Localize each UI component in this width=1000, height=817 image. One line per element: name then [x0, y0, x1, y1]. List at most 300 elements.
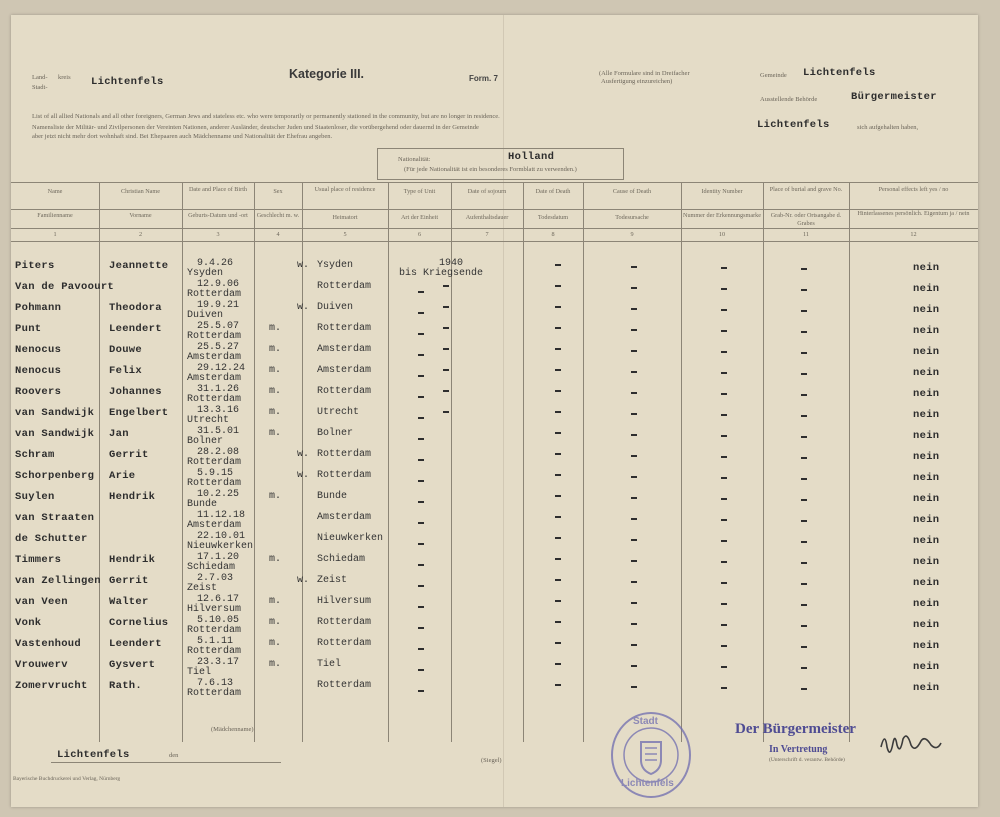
empty-value-dash [721, 330, 727, 332]
empty-value-dash [801, 499, 807, 501]
col-header-7-no: 7 [485, 231, 489, 238]
empty-value-dash [801, 394, 807, 396]
empty-value-dash [801, 457, 807, 459]
nationality-note: (Für jede Nationalität ist ein besonderes Formblatt zu verwenden.) [404, 166, 577, 173]
col-header-10-de: Nummer der Erkennungsmarke [682, 212, 761, 219]
col-header-5-no: 5 [343, 231, 347, 238]
empty-value-dash [721, 456, 727, 458]
table-row [11, 365, 978, 386]
sex: w. [297, 260, 310, 271]
col-header-11-de: Grab-Nr. oder Ortsangabe d. Grabes [770, 212, 842, 227]
empty-value-dash [631, 476, 637, 478]
empty-value-dash [443, 348, 449, 350]
sex: w. [297, 302, 310, 313]
first-name: Johannes [109, 386, 162, 398]
family-name: Vrouwerv [15, 659, 68, 671]
col-header-1-de: Familienname [37, 212, 73, 219]
personal-effects: nein [913, 661, 940, 673]
birth-place: Amsterdam [187, 373, 242, 384]
empty-value-dash [721, 309, 727, 311]
personal-effects: nein [913, 451, 940, 463]
empty-value-dash [721, 414, 727, 416]
empty-value-dash [418, 354, 424, 356]
empty-value-dash [555, 537, 561, 539]
col-header-1-en: Name [47, 188, 63, 195]
family-name: Piters [15, 260, 55, 272]
empty-value-dash [555, 453, 561, 455]
form-number: Form. 7 [469, 74, 498, 83]
empty-value-dash [418, 585, 424, 587]
first-name: Gysvert [109, 659, 156, 671]
empty-value-dash [555, 684, 561, 686]
col-header-4-no: 4 [276, 231, 280, 238]
empty-value-dash [721, 477, 727, 479]
birth-date: 19.9.21 [197, 300, 240, 311]
personal-effects: nein [913, 556, 940, 568]
printer-imprint: Bayerische Buchdruckerei und Verlag, Nürnberg [13, 776, 121, 782]
family-name: Roovers [15, 386, 62, 398]
residence: Rotterdam [317, 281, 372, 292]
personal-effects: nein [913, 388, 940, 400]
first-name: Rath. [109, 680, 143, 692]
col-header-2-en: Christian Name [120, 188, 160, 195]
first-name: Hendrik [109, 554, 156, 566]
empty-value-dash [801, 268, 807, 270]
empty-value-dash [721, 687, 727, 689]
col-header-6-no: 6 [417, 231, 422, 238]
personal-effects: nein [913, 472, 940, 484]
empty-value-dash [418, 564, 424, 566]
intro-german-1b: sich aufgehalten haben, [857, 124, 919, 131]
personal-effects: nein [913, 577, 940, 589]
sex: w. [297, 470, 310, 481]
birth-place: Hilversum [187, 604, 242, 615]
nationality-label: Nationalität: [398, 156, 431, 163]
intro-german-1: Namensliste der Militär- und Zivilpersonen der Vereinten Nationen, anderer Ausländer, deutscher Juden und Staatenloser, die vorübergehend oder dauernd in der Gemeinde [32, 124, 479, 131]
birth-date: 5.1.11 [197, 636, 234, 647]
sex: m. [269, 344, 282, 355]
empty-value-dash [801, 520, 807, 522]
family-name: Van de Pavoourt [15, 281, 115, 293]
col-header-3-de: Geburts-Datum und -ort [188, 212, 248, 219]
residence: Duiven [317, 302, 354, 313]
col-header-4-en: Sex [273, 188, 283, 195]
birth-date: 31.1.26 [197, 384, 240, 395]
empty-value-dash [801, 604, 807, 606]
col-header-8-no: 8 [551, 231, 555, 238]
col-header-2-de: Vorname [129, 212, 152, 219]
empty-value-dash [631, 539, 637, 541]
birth-place: Rotterdam [187, 331, 242, 342]
personal-effects: nein [913, 514, 940, 526]
family-name: van Veen [15, 596, 68, 608]
intro-place: Lichtenfels [757, 119, 830, 131]
empty-value-dash [801, 667, 807, 669]
col-header-10-no: 10 [718, 231, 726, 238]
family-name: Nenocus [15, 365, 62, 377]
sex: m. [269, 596, 282, 607]
birth-place: Ysyden [187, 268, 224, 279]
empty-value-dash [801, 352, 807, 354]
birth-place: Schiedam [187, 562, 236, 573]
col-header-5-en: Usual place of residence [314, 186, 376, 193]
birth-place: Utrecht [187, 415, 230, 426]
empty-value-dash [801, 373, 807, 375]
table-row [11, 659, 978, 680]
footer-den: den [169, 752, 179, 759]
empty-value-dash [418, 543, 424, 545]
residence: Nieuwkerken [317, 533, 384, 544]
col-header-10-en: Identity Number [701, 188, 743, 195]
personal-effects: nein [913, 304, 940, 316]
residence: Amsterdam [317, 344, 372, 355]
signature-by: In Vertretung [769, 744, 828, 755]
residence: Tiel [317, 659, 342, 670]
empty-value-dash [418, 606, 424, 608]
residence: Bolner [317, 428, 354, 439]
empty-value-dash [721, 582, 727, 584]
birth-place: Rotterdam [187, 688, 242, 699]
table-row [11, 281, 978, 302]
birth-place: Nieuwkerken [187, 541, 254, 552]
residence: Bunde [317, 491, 348, 502]
personal-effects: nein [913, 262, 940, 274]
table-row [11, 533, 978, 554]
gemeinde-value: Lichtenfels [803, 67, 876, 79]
empty-value-dash [721, 393, 727, 395]
birth-place: Rotterdam [187, 646, 242, 657]
empty-value-dash [555, 642, 561, 644]
col-header-6-de: Art der Einheit [400, 214, 439, 221]
kreis-label: kreis [58, 74, 71, 81]
person-table-body [11, 15, 978, 807]
col-header-2-no: 2 [138, 231, 143, 238]
empty-value-dash [801, 583, 807, 585]
empty-value-dash [631, 329, 637, 331]
birth-place: Duiven [187, 310, 224, 321]
birth-date: 28.2.08 [197, 447, 240, 458]
empty-value-dash [555, 579, 561, 581]
family-name: van Sandwijk [15, 428, 95, 440]
empty-value-dash [555, 663, 561, 665]
empty-value-dash [801, 646, 807, 648]
intro-english: List of all allied Nationals and all other foreigners, German Jews and stateless etc. who were temporarily or permanently stationed in the community, but are no longer in residence. [32, 113, 500, 120]
family-name: van Zellingen [15, 575, 101, 587]
birth-date: 23.3.17 [197, 657, 240, 668]
empty-value-dash [418, 312, 424, 314]
copies-note-1: (Alle Formulare sind in Dreifacher [599, 70, 690, 77]
empty-value-dash [555, 474, 561, 476]
footer-place: Lichtenfels [57, 749, 130, 761]
sex: m. [269, 386, 282, 397]
birth-date: 31.5.01 [197, 426, 240, 437]
first-name: Walter [109, 596, 149, 608]
birth-place: Rotterdam [187, 625, 242, 636]
residence: Hilversum [317, 596, 372, 607]
personal-effects: nein [913, 598, 940, 610]
col-header-9-no: 9 [630, 231, 634, 238]
document-sheet [11, 15, 978, 807]
first-name: Felix [109, 365, 143, 377]
birth-place: Bunde [187, 499, 218, 510]
empty-value-dash [631, 644, 637, 646]
empty-value-dash [418, 648, 424, 650]
empty-value-dash [418, 417, 424, 419]
first-name: Arie [109, 470, 136, 482]
empty-value-dash [631, 623, 637, 625]
signature-note: (Unterschrift d. verantw. Behörde) [769, 757, 845, 763]
empty-value-dash [631, 287, 637, 289]
empty-value-dash [443, 306, 449, 308]
empty-value-dash [721, 540, 727, 542]
empty-value-dash [631, 308, 637, 310]
birth-date: 11.12.18 [197, 510, 246, 521]
empty-value-dash [443, 327, 449, 329]
empty-value-dash [555, 411, 561, 413]
first-name: Douwe [109, 344, 143, 356]
maiden-name-note: (Mädchenname) [211, 726, 254, 733]
kreis-value: Lichtenfels [91, 76, 164, 88]
empty-value-dash [801, 310, 807, 312]
sex: m. [269, 365, 282, 376]
col-header-4-de: Geschlecht m. w. [256, 212, 300, 219]
empty-value-dash [801, 625, 807, 627]
family-name: van Straaten [15, 512, 95, 524]
residence: Utrecht [317, 407, 360, 418]
stamp-top-text: Stadt [633, 716, 658, 727]
first-name: Leendert [109, 323, 162, 335]
empty-value-dash [418, 459, 424, 461]
birth-place: Amsterdam [187, 520, 242, 531]
birth-place: Rotterdam [187, 394, 242, 405]
personal-effects: nein [913, 325, 940, 337]
empty-value-dash [418, 501, 424, 503]
empty-value-dash [631, 560, 637, 562]
sojourn-from: 1940 [439, 258, 464, 269]
birth-date: 9.4.26 [197, 258, 234, 269]
first-name: Hendrik [109, 491, 156, 503]
empty-value-dash [631, 581, 637, 583]
empty-value-dash [555, 348, 561, 350]
empty-value-dash [801, 436, 807, 438]
col-header-3-no: 3 [216, 231, 220, 238]
empty-value-dash [631, 686, 637, 688]
family-name: Vonk [15, 617, 42, 629]
empty-value-dash [631, 665, 637, 667]
residence: Rotterdam [317, 386, 372, 397]
empty-value-dash [555, 264, 561, 266]
first-name: Engelbert [109, 407, 169, 419]
empty-value-dash [801, 478, 807, 480]
family-name: Punt [15, 323, 42, 335]
empty-value-dash [555, 390, 561, 392]
empty-value-dash [631, 497, 637, 499]
residence: Rotterdam [317, 470, 372, 481]
residence: Rotterdam [317, 617, 372, 628]
table-row [11, 596, 978, 617]
col-header-9-de: Todesursache [615, 214, 649, 221]
col-header-8-en: Date of Death [535, 188, 571, 195]
empty-value-dash [555, 369, 561, 371]
personal-effects: nein [913, 535, 940, 547]
col-header-3-en: Date and Place of Birth [188, 186, 248, 193]
table-row [11, 428, 978, 449]
birth-date: 10.2.25 [197, 489, 240, 500]
category-title: Kategorie III. [289, 67, 365, 81]
table-row [11, 680, 978, 701]
copies-note-2: Ausfertigung einzureichen) [601, 78, 673, 85]
stadt-label: Stadt- [32, 84, 48, 91]
empty-value-dash [418, 522, 424, 524]
residence: Rotterdam [317, 638, 372, 649]
residence: Rotterdam [317, 680, 372, 691]
table-row [11, 344, 978, 365]
col-header-11-en: Place of burial and grave No. [769, 186, 843, 193]
empty-value-dash [721, 351, 727, 353]
sex: m. [269, 638, 282, 649]
family-name: Nenocus [15, 344, 62, 356]
family-name: van Sandwijk [15, 407, 95, 419]
residence: Amsterdam [317, 512, 372, 523]
sojourn-to: bis Kriegsende [399, 268, 484, 279]
empty-value-dash [418, 438, 424, 440]
sex: w. [297, 575, 310, 586]
empty-value-dash [721, 603, 727, 605]
empty-value-dash [555, 516, 561, 518]
residence: Schiedam [317, 554, 366, 565]
empty-value-dash [418, 291, 424, 293]
empty-value-dash [631, 371, 637, 373]
first-name: Gerrit [109, 449, 149, 461]
col-header-5-de: Heimatort [332, 214, 358, 221]
personal-effects: nein [913, 682, 940, 694]
sex: m. [269, 617, 282, 628]
sex: m. [269, 491, 282, 502]
empty-value-dash [631, 434, 637, 436]
table-row [11, 554, 978, 575]
residence: Rotterdam [317, 323, 372, 334]
empty-value-dash [801, 541, 807, 543]
empty-value-dash [555, 306, 561, 308]
col-header-11-no: 11 [803, 231, 809, 238]
personal-effects: nein [913, 640, 940, 652]
empty-value-dash [418, 690, 424, 692]
empty-value-dash [555, 600, 561, 602]
stamp-bottom-text: Lichtenfels [621, 778, 674, 789]
empty-value-dash [801, 688, 807, 690]
col-header-6-en: Type of Unit [403, 188, 436, 195]
family-name: Timmers [15, 554, 62, 566]
empty-value-dash [631, 350, 637, 352]
sex: w. [297, 449, 310, 460]
table-row [11, 491, 978, 512]
birth-place: Amsterdam [187, 352, 242, 363]
sex: m. [269, 323, 282, 334]
empty-value-dash [418, 480, 424, 482]
col-header-7-en: Date of sojourn [467, 188, 507, 195]
table-row [11, 575, 978, 596]
first-name: Cornelius [109, 617, 169, 629]
birth-date: 7.6.13 [197, 678, 234, 689]
birth-place: Rotterdam [187, 289, 242, 300]
birth-date: 25.5.27 [197, 342, 240, 353]
behoerde-value: Bürgermeister [851, 91, 937, 103]
col-header-12-no: 12 [910, 231, 917, 238]
empty-value-dash [631, 518, 637, 520]
signature-title: Der Bürgermeister [735, 721, 856, 737]
empty-value-dash [631, 392, 637, 394]
empty-value-dash [721, 372, 727, 374]
family-name: Schram [15, 449, 55, 461]
sex: m. [269, 554, 282, 565]
nationality-value: Holland [508, 151, 555, 163]
empty-value-dash [418, 627, 424, 629]
family-name: Pohmann [15, 302, 62, 314]
empty-value-dash [631, 266, 637, 268]
birth-date: 2.7.03 [197, 573, 234, 584]
empty-value-dash [801, 331, 807, 333]
empty-value-dash [555, 558, 561, 560]
empty-value-dash [418, 333, 424, 335]
family-name: Suylen [15, 491, 55, 503]
residence: Amsterdam [317, 365, 372, 376]
behoerde-label: Ausstellende Behörde [760, 96, 818, 103]
personal-effects: nein [913, 346, 940, 358]
family-name: de Schutter [15, 533, 88, 545]
first-name: Theodora [109, 302, 162, 314]
empty-value-dash [721, 561, 727, 563]
empty-value-dash [721, 288, 727, 290]
gemeinde-label: Gemeinde [760, 72, 787, 79]
empty-value-dash [443, 390, 449, 392]
table-row [11, 512, 978, 533]
empty-value-dash [721, 498, 727, 500]
birth-date: 29.12.24 [197, 363, 246, 374]
table-row [11, 449, 978, 470]
empty-value-dash [721, 666, 727, 668]
empty-value-dash [631, 455, 637, 457]
birth-date: 12.6.17 [197, 594, 240, 605]
empty-value-dash [555, 327, 561, 329]
birth-place: Bolner [187, 436, 224, 447]
empty-value-dash [721, 519, 727, 521]
empty-value-dash [555, 285, 561, 287]
col-header-12-en: Personal effects left yes / no [878, 186, 949, 193]
first-name: Jeannette [109, 260, 169, 272]
city-seal-stamp [611, 712, 691, 798]
footer-date-line [51, 762, 281, 763]
land-label: Land- [32, 74, 48, 81]
empty-value-dash [721, 624, 727, 626]
empty-value-dash [555, 621, 561, 623]
personal-effects: nein [913, 409, 940, 421]
birth-date: 25.5.07 [197, 321, 240, 332]
empty-value-dash [721, 645, 727, 647]
col-header-12-de: Hinterlassenes persönlich. Eigentum ja / nein [857, 210, 970, 217]
birth-place: Zeist [187, 583, 218, 594]
empty-value-dash [443, 411, 449, 413]
col-header-7-de: Aufenthaltsdauer [465, 214, 509, 221]
family-name: Vastenhoud [15, 638, 82, 650]
birth-date: 12.9.06 [197, 279, 240, 290]
sex: m. [269, 407, 282, 418]
residence: Rotterdam [317, 449, 372, 460]
personal-effects: nein [913, 283, 940, 295]
empty-value-dash [631, 602, 637, 604]
col-header-1-no: 1 [53, 231, 57, 238]
empty-value-dash [443, 369, 449, 371]
sex: m. [269, 428, 282, 439]
